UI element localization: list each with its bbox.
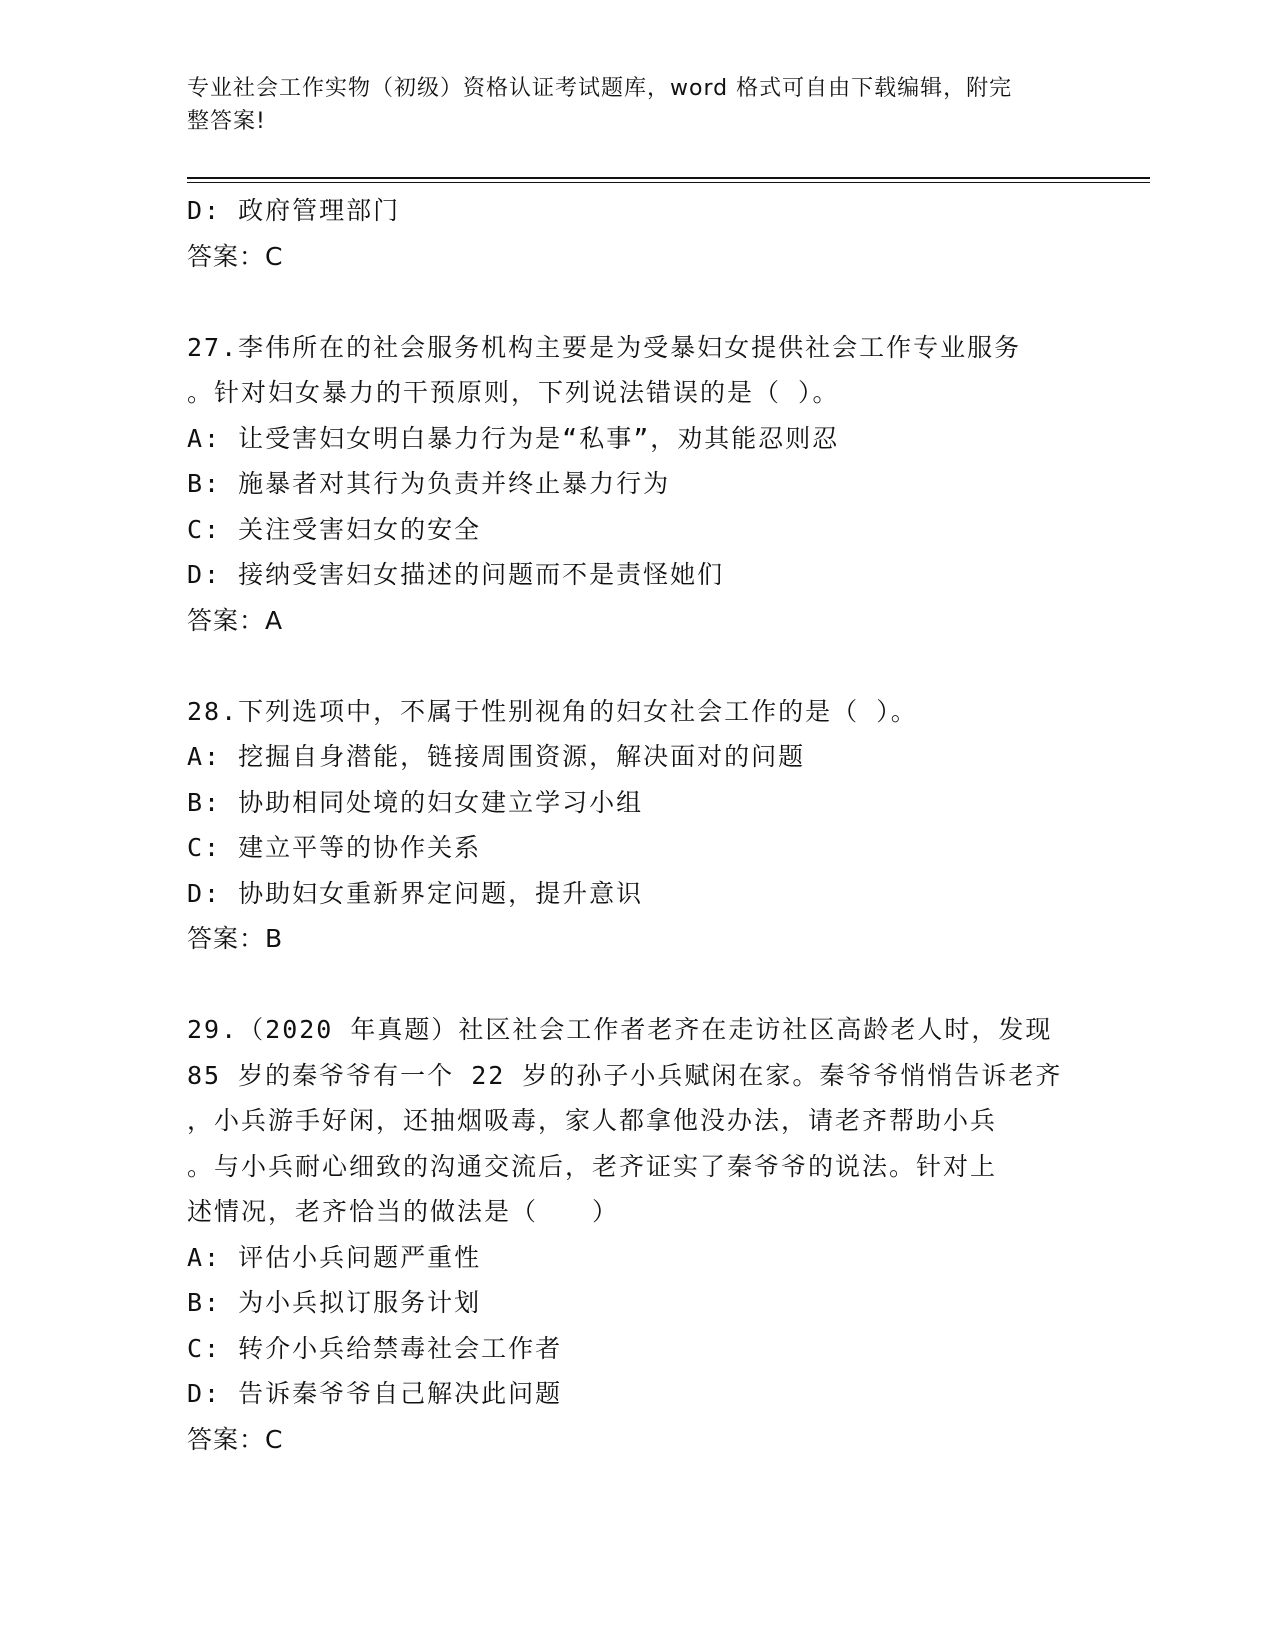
answer: 答案：C bbox=[187, 1424, 284, 1454]
header-divider-thick bbox=[187, 177, 1150, 179]
option-b: B: 协助相同处境的妇女建立学习小组 bbox=[187, 787, 644, 817]
option-c: C: 建立平等的协作关系 bbox=[187, 833, 482, 862]
question-stem: 85 岁的秦爷爷有一个 22 岁的孙子小兵赋闲在家。秦爷爷悄悄告诉老齐 bbox=[187, 1060, 1063, 1090]
answer: 答案：C bbox=[187, 241, 284, 271]
option-c: C: 转介小兵给禁毒社会工作者 bbox=[187, 1333, 563, 1363]
option-d: D: 告诉秦爷爷自己解决此问题 bbox=[187, 1379, 563, 1408]
question-26-tail bbox=[187, 188, 1087, 279]
option-a: A: 评估小兵问题严重性 bbox=[187, 1242, 482, 1272]
question-stem: 。针对妇女暴力的干预原则，下列说法错误的是（ ）。 bbox=[187, 378, 840, 407]
spacer bbox=[187, 279, 1087, 325]
option-b: B: 施暴者对其行为负责并终止暴力行为 bbox=[187, 469, 671, 498]
option-d: D: 协助妇女重新界定问题，提升意识 bbox=[187, 878, 644, 908]
question-stem: 28.下列选项中，不属于性别视角的妇女社会工作的是（ ）。 bbox=[187, 696, 918, 726]
header-divider-thin bbox=[187, 182, 1150, 183]
question-stem: ，小兵游手好闲，还抽烟吸毒，家人都拿他没办法，请老齐帮助小兵 bbox=[187, 1106, 998, 1135]
page-header bbox=[187, 72, 1067, 138]
option-a: A: 挖掘自身潜能，链接周围资源，解决面对的问题 bbox=[187, 742, 806, 771]
option-d: D: 接纳受害妇女描述的问题而不是责怪她们 bbox=[187, 560, 725, 589]
question-stem: 。与小兵耐心细致的沟通交流后，老齐证实了秦爷爷的说法。针对上 bbox=[187, 1151, 998, 1181]
question-list bbox=[187, 188, 1087, 1462]
option-b: B: 为小兵拟订服务计划 bbox=[187, 1288, 482, 1317]
header-line-2: 整答案! bbox=[187, 109, 266, 134]
question-29 bbox=[187, 1007, 1087, 1462]
question-stem: 29.（2020 年真题）社区社会工作者老齐在走访社区高龄老人时，发现 bbox=[187, 1015, 1053, 1044]
question-stem: 27.李伟所在的社会服务机构主要是为受暴妇女提供社会工作专业服务 bbox=[187, 332, 1022, 362]
option-d: D: 政府管理部门 bbox=[187, 196, 401, 225]
option-a: A: 让受害妇女明白暴力行为是“私事”，劝其能忍则忍 bbox=[187, 423, 840, 453]
spacer bbox=[187, 962, 1087, 1008]
answer: 答案：A bbox=[187, 605, 284, 635]
option-c: C: 关注受害妇女的安全 bbox=[187, 514, 482, 544]
spacer bbox=[187, 643, 1087, 689]
question-27 bbox=[187, 325, 1087, 644]
question-stem: 述情况，老齐恰当的做法是（ ） bbox=[187, 1197, 620, 1226]
question-28 bbox=[187, 689, 1087, 962]
header-line-1: 专业社会工作实物（初级）资格认证考试题库，word 格式可自由下载编辑，附完 bbox=[187, 76, 1013, 101]
answer: 答案：B bbox=[187, 924, 284, 953]
